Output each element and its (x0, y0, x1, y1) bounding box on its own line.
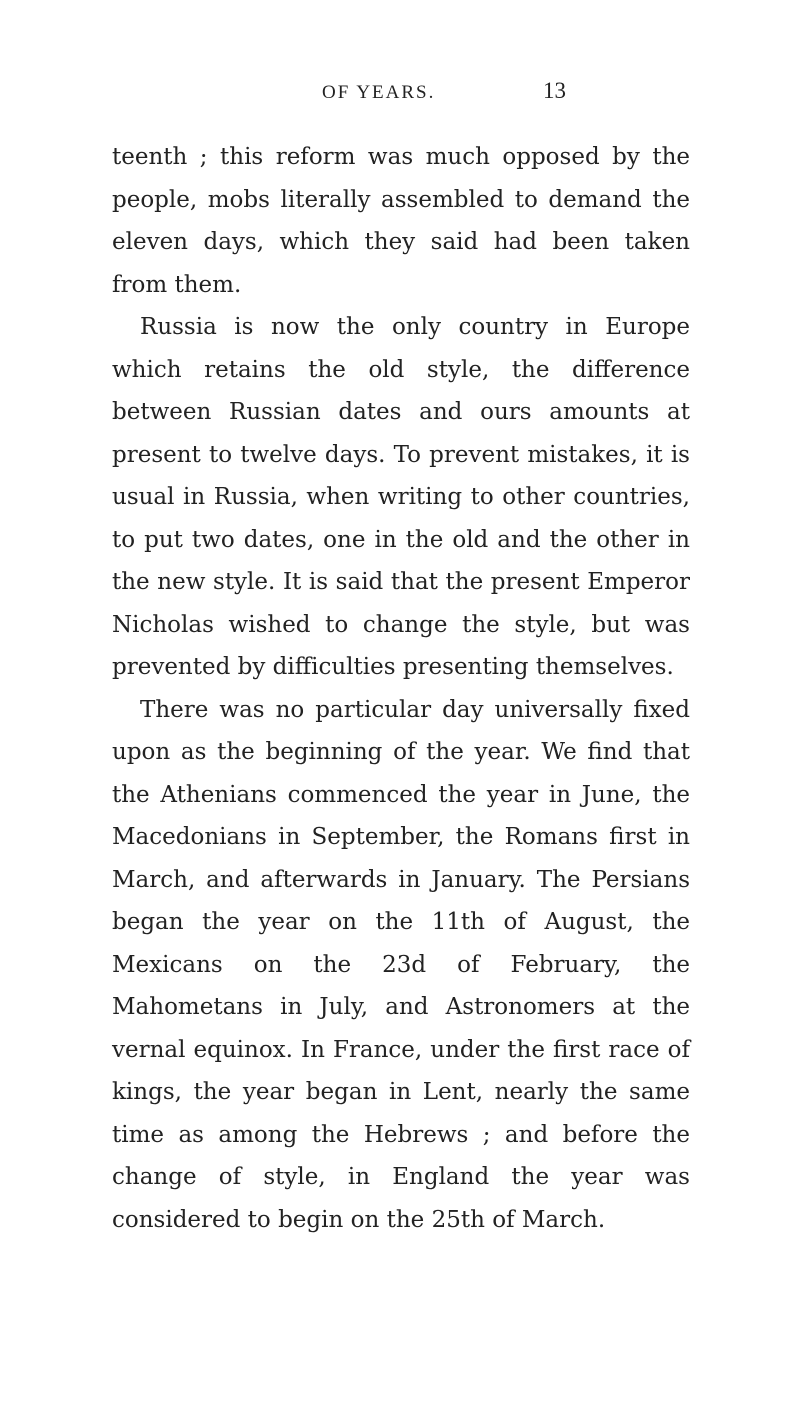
page-number: 13 (543, 78, 566, 103)
running-head (0, 78, 800, 112)
paragraph-continued: teenth ; this reform was much opposed by the people, mobs literally assembled to demand the eleven days, which they said had been taken from them. (112, 144, 690, 298)
running-title: OF YEARS. (322, 82, 436, 103)
paragraph-russia-old-style: Russia is now the only country in Europe which retains the old style, the difference between Russian dates and ours amounts at present to twelve days. To prevent mistakes, it is usual in Russia, when writing to other countries, to put two dates, one in the old and the other in the new style. It is said that the present Emperor Nicholas wished to change the style, but was prevented by difficulties presenting themselves. (112, 314, 690, 680)
body-text (112, 136, 690, 1241)
paragraph-beginning-of-year: There was no particular day universally fixed upon as the beginning of the year. We find that the Athenians commenced the year in June, the Macedonians in September, the Romans first in March, and afterwards in January. The Persians began the year on the 11th of August, the Mexicans on the 23d of February, the Mahometans in July, and Astronomers at the vernal equinox. In France, under the first race of kings, the year began in Lent, nearly the same time as among the Hebrews ; and before the change of style, in England the year was considered to begin on the 25th of March. (112, 696, 690, 1233)
